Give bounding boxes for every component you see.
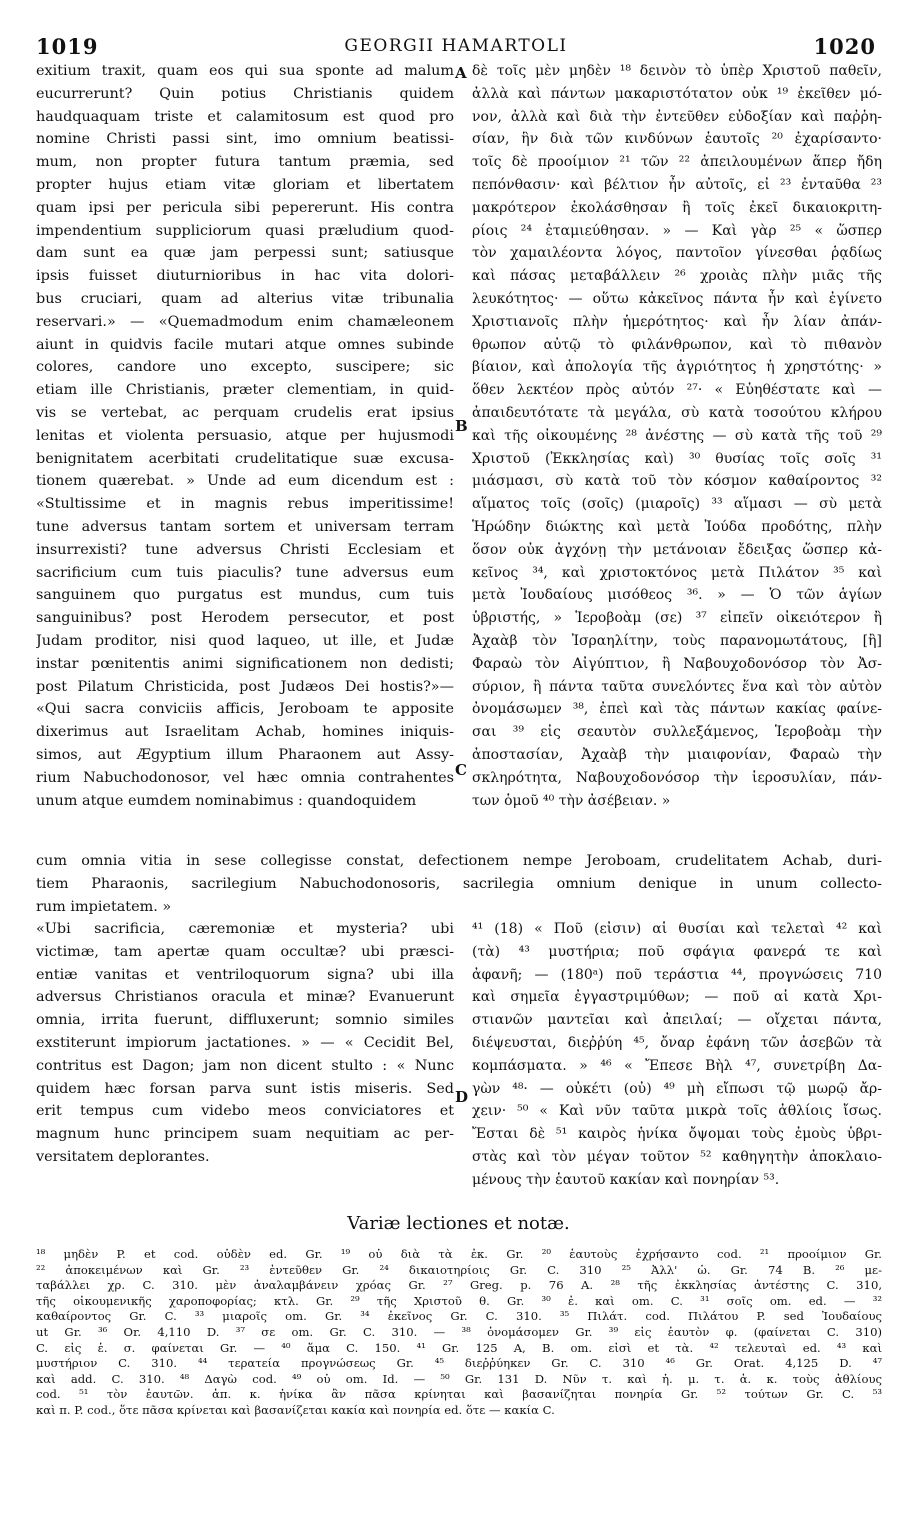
greek-text-line: γὼν ⁴⁸· — οὐκέτι (οὐ) ⁴⁹ μὴ εἴπωσι τῷ μωρῷ ἄρ-	[472, 1080, 882, 1097]
note-line: C. εἰς ἑ. σ. φαίνεται Gr. — ⁴⁰ ἅμα C. 150. ⁴¹ Gr. 125 A, B. om. εἰσὶ et τὰ. ⁴² τελευταὶ ed. ⁴³ καὶ	[36, 1340, 882, 1355]
note-line: καὶ π. P. cod., ὅτε πᾶσα κρίνεται καὶ βασανίζεται κακία καὶ πονηρία ed. ὅτε — κακία C.	[36, 1402, 555, 1417]
greek-text-line: ὅθεν λεκτέον πρὸς αὐτόν ²⁷· « Εὐηθέστατε καὶ —	[472, 382, 882, 399]
latin-text-line: quam ipsi per pericula sibi pepererunt. His contra	[36, 199, 454, 216]
latin-text-line: aiunt in quidvis facile mutari atque omnes subinde	[36, 336, 454, 353]
greek-column-bottom	[472, 918, 882, 1192]
latin-text-line: ipsis fuisset diuturnioribus in hac vita dolori-	[36, 268, 454, 285]
section-marker-c: C	[455, 761, 467, 779]
variant-notes	[36, 1247, 882, 1419]
greek-text-line: βίαιον, καὶ ἀπολογία τῆς ἀγριότητος ἡ χρηστότης· »	[472, 359, 882, 376]
greek-text-line: καὶ σημεῖα ἐγγαστριμύθων; — ποῦ αἱ κατὰ Χρι-	[472, 989, 882, 1006]
latin-text-line: eucurrerunt? Quin potius Christianis quidem	[36, 85, 454, 102]
latin-text-line: versitatem deplorantes.	[36, 1148, 210, 1165]
greek-text-line: Ἡρώδην διώκτης καὶ μετὰ Ἰούδα προδότης, πλὴν	[472, 518, 882, 535]
latin-text-line: tionem quærebat. » Unde ad eum dicendum est :	[36, 473, 454, 490]
greek-column-top	[472, 60, 882, 812]
greek-text-line: χειν· ⁵⁰ « Καὶ νῦν ταῦτα μικρὰ τοῖς ἀθλίοις ἴσως.	[472, 1103, 882, 1120]
latin-text-line: contritus est Dagon; jam non dicent stulto : « Nunc	[36, 1057, 454, 1074]
latin-text-line: benignitatem acerbitati crudelitatique suæ excusa-	[36, 450, 454, 467]
latin-text-line: erit tempus cum videbo meos conviciatores et	[36, 1103, 454, 1120]
greek-text-line: μιάσμασι, σὺ κατὰ τοῦ τὸν κόσμον καθαίροντος ³²	[472, 473, 882, 490]
latin-text-line: tune adversus tantam sortem et universam terram	[36, 518, 454, 535]
greek-text-line: Χριστοῦ (Ἐκκλησίας καὶ) ³⁰ θυσίας τοῖς σοῖς ³¹	[472, 450, 882, 467]
greek-text-line: (τὰ) ⁴³ μυστήρια; ποῦ σφάγια φανερά τε καὶ	[472, 943, 882, 960]
latin-text-line: colores, candore uno excepto, suscipere; sic	[36, 359, 454, 376]
latin-text-line: simos, aut Ægyptium illum Pharaonem aut Assy-	[36, 746, 454, 763]
latin-column-top	[36, 60, 454, 812]
latin-text-line: Judam proditor, nisi quod laqueo, ut ille, et Judæ	[36, 632, 454, 649]
greek-text-line: νον, ἀλλὰ καὶ διὰ τὴν ἐντεῦθεν εὐδοξίαν καὶ παῤῥη-	[472, 108, 882, 125]
greek-text-line: διέψευσται, διεῤῥύη ⁴⁵, ὄναρ ἐφάνη τῶν ἀσεβῶν τὰ	[472, 1034, 882, 1051]
greek-text-line: ρίοις ²⁴ ἐταμιεύθησαν. » — Καὶ γὰρ ²⁵ « ὥσπερ	[472, 222, 882, 239]
greek-text-line: μακρότερον ἐκολάσθησαν ἢ τοῖς ἐκεῖ δικαιοκριτη-	[472, 199, 882, 216]
latin-text-line: «Ubi sacrificia, cæremoniæ et mysteria? ubi	[36, 921, 454, 937]
latin-text-line: sanguinibus? post Herodem persecutor, et post	[36, 610, 454, 627]
latin-text-line: sanguinem quo purgatus est mundus, cum tuis	[36, 587, 454, 604]
latin-text-line: exstiterunt impiorum jactationes. » — « Cecidit Bel,	[36, 1034, 454, 1051]
greek-text-line: καὶ πάσας μεταβάλλειν ²⁶ χροιὰς πλὴν μιᾶς τῆς	[472, 268, 882, 285]
greek-text-line: στὰς καὶ τὸν μέγαν τοῦτον ⁵² καθηγητὴν ἀποκλαιο-	[472, 1148, 882, 1165]
note-line: ¹⁸ μηδὲν P. et cod. οὐδὲν ed. Gr. ¹⁹ οὐ διὰ τὰ ἐκ. Gr. ²⁰ ἑαυτοὺς ἐχρήσαντο cod. ²¹ προοίμιον Gr.	[36, 1247, 882, 1261]
latin-text-line: post Pilatum Christicida, post Judæos Dei hostis?»—	[36, 678, 454, 695]
notes-title: Variæ lectiones et notæ.	[347, 1213, 570, 1234]
greek-text-line: καὶ τῆς οἰκουμένης ²⁸ ἀνέστης — σὺ κατὰ τῆς τοῦ ²⁹	[472, 427, 882, 444]
greek-text-line: ἀλλὰ καὶ πάντων μακαριστότατον οὐκ ¹⁹ ἐκεῖθεν μό-	[472, 85, 882, 102]
latin-text-line: dam sunt ea quæ jam perpessi sunt; satiusque	[36, 245, 454, 262]
greek-text-line: στιανῶν μαντεῖαι καὶ ἀπειλαί; — οἴχεται πάντα,	[472, 1012, 882, 1029]
greek-text-line: θρωπον αὐτῷ τὸ φιλάνθρωπον, καὶ τὸ πιθανὸν	[472, 336, 882, 353]
greek-text-line: ἀφανῆ; — (180ᵃ) ποῦ τεράστια ⁴⁴, προγνώσεις 710	[472, 966, 882, 983]
greek-text-line: σαι ³⁹ εἰς σεαυτὸν συλλεξάμενος, Ἱεροβοὰμ τὴν	[472, 724, 882, 741]
greek-text-line: ὑβριστής, » Ἱεροβοὰμ (σε) ³⁷ εἰπεῖν οἰκειότερον ἢ	[472, 610, 882, 627]
latin-text-line: sacrificium cum tuis piaculis? tune adversus eum	[36, 564, 454, 581]
note-line: cod. ⁵¹ τὸν ἑαυτῶν. ἀπ. κ. ἡνίκα ἂν πᾶσα κρίνηται καὶ βασανίζηται πονηρία Gr. ⁵² τούτων Gr. C. ⁵³	[36, 1387, 882, 1402]
latin-text-line: entiæ vanitas et ventriloquorum signa? ubi illa	[36, 966, 454, 983]
greek-text-line: κομπάσματα. » ⁴⁶ « Ἔπεσε Βὴλ ⁴⁷, συνετρίβη Δα-	[472, 1057, 882, 1074]
latin-text-line: victimæ, tam apertæ quam occultæ? ubi præsci-	[36, 943, 454, 960]
page-header	[36, 34, 876, 60]
full-width-text-line: rum impietatem. »	[36, 898, 172, 915]
note-line: ut Gr. ³⁶ Or. 4,110 D. ³⁷ σε om. Gr. C. 310. — ³⁸ ὀνομάσομεν Gr. ³⁹ εἰς ἑαυτὸν φ. (φαίνεται C. 310)	[36, 1324, 882, 1339]
note-line: καθαίροντος Gr. C. ³³ μιαροῖς om. Gr. ³⁴ ἐκεῖνος Gr. C. 310. ³⁵ Πιλάτ. cod. Πιλάτου P. sed Ἰουδαίους	[36, 1309, 882, 1324]
greek-text-line: σίαν, ἣν διὰ τῶν κινδύνων ἑαυτοῖς ²⁰ ἐχαρίσαντο·	[472, 131, 882, 148]
latin-text-line: vis se vertebat, ac perquam crudelis erat ipsius	[36, 404, 454, 421]
latin-text-line: quidem hæc forsan parva sunt istis miseris. Sed	[36, 1080, 454, 1097]
greek-text-line: μένους τὴν ἑαυτοῦ κακίαν καὶ πονηρίαν ⁵³.	[472, 1171, 780, 1188]
note-line: μυστήριον C. 310. ⁴⁴ τερατεία προγνώσεως Gr. ⁴⁵ διεῤῥύηκεν Gr. C. 310 ⁴⁶ Gr. Orat. 4,125 D. ⁴⁷	[36, 1356, 882, 1371]
greek-text-line: ὅσον οὐκ ἀγχόνῃ τὴν μετάνοιαν ἔδειξας ὥσπερ κἀ-	[472, 541, 882, 558]
latin-text-line: «Stultissime et in magnis rebus imperitissime!	[36, 496, 454, 513]
greek-text-line: των ὁμοῦ ⁴⁰ τὴν ἀσέβειαν. »	[472, 792, 671, 809]
latin-text-line: insurrexisti? tune adversus Christi Ecclesiam et	[36, 541, 454, 558]
latin-text-line: adversus Christianos oracula et minæ? Evanuerunt	[36, 989, 454, 1006]
section-marker-d: D	[455, 1088, 469, 1106]
latin-text-line: propter hujus etiam vitæ gloriam et libertatem	[36, 176, 454, 193]
greek-text-line: Φαραὼ τὸν Αἰγύπτιον, ἢ Ναβουχοδονόσορ τὸν Ἀσ-	[472, 655, 882, 672]
right-page-number: 1020	[813, 34, 876, 59]
note-line: καὶ add. C. 310. ⁴⁸ Δαγὼ cod. ⁴⁹ οὐ om. Id. — ⁵⁰ Gr. 131 D. Νῦν τ. καὶ ἡ. μ. τ. ἁ. κ. τοὺς ἀθλίους	[36, 1371, 882, 1386]
latin-text-line: reservari.» — «Quemadmodum enim chamæleonem	[36, 313, 454, 330]
latin-text-line: mum, non propter futura tantum præmia, sed	[36, 154, 454, 171]
greek-text-line: τὸν χαμαιλέοντα λόγος, παντοῖον γίνεσθαι ῥᾳδίως	[472, 245, 882, 262]
greek-text-line: σύριον, ἢ πάντα ταῦτα συνελόντες ἕνα καὶ τὸν αὐτὸν	[472, 678, 882, 695]
greek-text-line: ὀνομάσωμεν ³⁸, ἐπεὶ καὶ τὰς πάντων κακίας φαίνε-	[472, 701, 882, 718]
left-page-number: 1019	[36, 34, 99, 59]
section-marker-b: B	[455, 417, 468, 435]
latin-text-line: impendentium suppliciorum quasi præludium quod-	[36, 222, 454, 239]
full-width-text-line: cum omnia vitia in sese collegisse constat, defectionem nempe Jeroboam, crudelitatem Achab, duri-	[36, 853, 882, 869]
note-line: τῆς οἰκουμενικῆς χαροποφορίας; κτλ. Gr. ²⁹ τῆς Χριστοῦ θ. Gr. ³⁰ ἐ. καὶ om. C. ³¹ σοῖς om. ed. — ³²	[36, 1293, 882, 1308]
greek-text-line: αἵματος τοῖς (σοῖς) (μιαροῖς) ³³ αἵμασι — σὺ μετὰ	[472, 496, 882, 513]
greek-text-line: κεῖνος ³⁴, καὶ χριστοκτόνος μετὰ Πιλάτον ³⁵ καὶ	[472, 564, 882, 581]
latin-text-line: omnia, irrita fuerunt, diffluxerunt; somnio similes	[36, 1012, 454, 1029]
running-title: GEORGII HAMARTOLI	[344, 36, 568, 56]
latin-text-line: exitium traxit, quam eos qui sua sponte ad malum	[36, 63, 454, 79]
latin-text-line: «Qui sacra conviciis afficis, Jeroboam te apposite	[36, 701, 454, 718]
full-width-lines	[36, 850, 882, 918]
latin-text-line: magnum hunc principem suam nequitiam ac per-	[36, 1126, 454, 1143]
greek-text-line: σκληρότητα, Ναβουχοδονόσορ τὴν ἱεροσυλίαν, πάν-	[472, 769, 882, 786]
greek-text-line: λευκότητος· — οὕτω κἀκεῖνος πάντα ἦν καὶ ἐγίνετο	[472, 290, 882, 307]
greek-text-line: τοῖς δὲ προοίμιον ²¹ τῶν ²² ἀπειλουμένων ἅπερ ἤδη	[472, 154, 882, 171]
greek-text-line: Ἔσται δὲ ⁵¹ καιρὸς ἡνίκα ὄψομαι τοὺς ἐμοὺς ὑβρι-	[472, 1126, 882, 1143]
latin-text-line: lenitas et violenta persuasio, atque per hujusmodi	[36, 427, 454, 444]
note-line: ²² ἀποκειμένων καὶ Gr. ²³ ἐντεῦθεν Gr. ²⁴ δικαιοτηρίοις Gr. C. 310 ²⁵ Ἀλλ' ὡ. Gr. 74 B. ²⁶ με-	[36, 1262, 882, 1277]
latin-text-line: nomine Christi passi sint, imo omnium beatissi-	[36, 131, 454, 148]
latin-text-line: etiam ille Christianis, præter clementiam, in quid-	[36, 382, 454, 399]
latin-text-line: rium Nabuchodonosor, vel hæc omnia contrahentes	[36, 769, 454, 786]
greek-text-line: ⁴¹ (18) « Ποῦ (εἰσιν) αἱ θυσίαι καὶ τελεταὶ ⁴² καὶ	[472, 921, 882, 937]
latin-column-bottom	[36, 918, 454, 1169]
greek-text-line: ἀπαιδευτότατε τὰ μεγάλα, σὺ κατὰ τοσούτου κλήρου	[472, 404, 882, 421]
greek-text-line: μετὰ Ἰουδαίους μισόθεος ³⁶. » — Ὁ τῶν ἁγίων	[472, 587, 882, 604]
greek-text-line: πεπόνθασιν· καὶ βέλτιον ἦν αὐτοῖς, εἰ ²³ ἐνταῦθα ²³	[472, 176, 882, 193]
greek-text-line: ἀποστασίαν, Ἀχαὰβ τὴν μιαιφονίαν, Φαραὼ τὴν	[472, 746, 882, 763]
latin-text-line: dixerimus aut Israelitam Achab, homines iniquis-	[36, 724, 454, 741]
greek-text-line: δὲ τοῖς μὲν μηδὲν ¹⁸ δεινὸν τὸ ὑπὲρ Χριστοῦ παθεῖν,	[472, 63, 882, 79]
greek-text-line: Χριστιανοῖς πλὴν ἡμερότητος· καὶ ἦν λίαν ἀπάν-	[472, 313, 882, 330]
latin-text-line: haudquaquam triste et calamitosum est quod pro	[36, 108, 454, 125]
latin-text-line: instar pœnitentis animi significationem non dedisti;	[36, 655, 454, 672]
greek-text-line: Ἀχαὰβ τὸν Ἰσραηλίτην, τοὺς παρανομωτάτους, [ἢ]	[472, 632, 882, 649]
latin-text-line: unum atque eumdem nominabimus : quandoquidem	[36, 792, 417, 809]
section-marker-a: A	[455, 64, 467, 82]
latin-text-line: bus cruciari, quam ad alterius vitæ tribunalia	[36, 290, 454, 307]
note-line: ταβάλλει χρ. C. 310. μὲν ἀναλαμβάνειν χρόας Gr. ²⁷ Greg. p. 76 A. ²⁸ τῆς ἐκκλησίας ἀντέστης C. 310,	[36, 1278, 882, 1293]
full-width-text-line: tiem Pharaonis, sacrilegium Nabuchodonosoris, sacrilegia omnium denique in unum collecto-	[36, 875, 882, 892]
